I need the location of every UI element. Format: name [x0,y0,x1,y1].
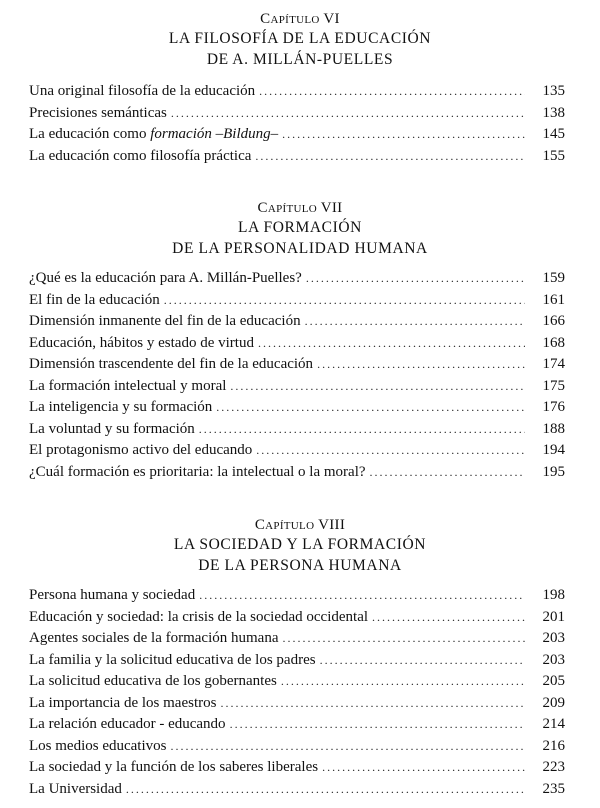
chapter-8-entries [29,585,565,800]
toc-entry-title: Educación y sociedad: la crisis de la sociedad occidental [29,608,369,625]
toc-entry-title: La formación intelectual y moral [29,377,227,394]
dot-leader [258,333,525,355]
toc-entry[interactable] [29,585,565,607]
toc-entry-title: Educación, hábitos y estado de virtud [29,334,254,351]
toc-entry-title [29,124,282,146]
toc-entry-title: Agentes sociales de la formación humana [29,630,279,646]
toc-entry-title: La voluntad y su formación [29,420,195,437]
toc-entry[interactable] [29,650,565,672]
toc-entry-page: 203 [542,630,565,646]
dot-leader [126,779,525,801]
toc-entry-title: La importancia de los maestros [29,694,217,711]
chapter-title-line-1: LA SOCIEDAD Y LA FORMACIÓN [173,536,427,553]
toc-entry-page: 216 [542,737,565,754]
chapter-label: Capítulo VII [257,200,343,216]
dot-leader [283,628,526,650]
chapter-8 [0,516,600,576]
toc-entry-page: 214 [542,716,565,732]
toc-entry[interactable] [29,354,565,376]
toc-entry[interactable] [29,462,565,484]
toc-entry[interactable] [29,290,565,312]
dot-leader [230,714,525,736]
dot-leader [230,376,525,398]
dot-leader [305,311,525,333]
toc-entry[interactable] [29,376,565,398]
chapter-title-line-2: DE LA PERSONALIDAD HUMANA [172,240,428,257]
dot-leader [281,671,525,693]
dot-leader [259,81,525,103]
toc-entry-page: 166 [542,313,565,329]
dot-leader [216,397,525,419]
toc-entry-title: La Universidad [29,780,122,797]
toc-entry-title: El fin de la educación [29,291,160,308]
chapter-label: Capítulo VIII [254,517,346,533]
toc-entry-page: 145 [542,126,565,142]
toc-entry-title: La educación como filosofía práctica [29,147,252,164]
toc-entry-title: Persona humana y sociedad [29,587,196,603]
toc-entry-title: Dimensión trascendente del fin de la educación [29,356,314,372]
toc-entry-title: La solicitud educativa de los gobernantes [29,673,277,689]
toc-entry-page: 203 [542,651,565,668]
toc-entry-page: 175 [542,377,565,394]
toc-entry-page: 194 [542,442,565,458]
toc-entry-title: La sociedad y la función de los saberes liberales [29,759,319,775]
dot-leader [170,736,525,758]
toc-entry[interactable] [29,779,565,801]
toc-entry-page: 138 [542,104,565,121]
dot-leader [255,146,525,168]
toc-entry[interactable] [29,693,565,715]
dot-leader [171,103,525,125]
toc-entry-title: ¿Cuál formación es prioritaria: la intelectual o la moral? [29,463,366,480]
toc-entry-page: 135 [542,83,565,99]
toc-entry-page: 168 [542,334,565,351]
toc-entry-page: 235 [542,780,565,797]
toc-entry-title: Dimensión inmanente del fin de la educación [29,313,301,329]
toc-entry-page: 161 [542,291,565,308]
toc-entry[interactable] [29,311,565,333]
toc-entry-title: La relación educador - educando [29,716,226,732]
toc-entry-page: 188 [542,420,565,437]
toc-entry-page: 205 [542,673,565,689]
toc-entry-page: 223 [542,759,565,775]
toc-entry-page: 209 [542,694,565,711]
chapter-title-line-2: DE A. MILLÁN-PUELLES [206,51,394,68]
toc-entry-title: La inteligencia y su formación [29,399,213,415]
dot-leader [199,585,525,607]
toc-entry[interactable] [29,397,565,419]
dot-leader [370,462,525,484]
toc-entry-page: 159 [542,270,565,286]
toc-entry-title: ¿Qué es la educación para A. Millán-Puelles? [29,270,302,286]
toc-entry[interactable] [29,714,565,736]
toc-entry[interactable] [29,607,565,629]
dot-leader [220,693,525,715]
toc-entry-title: Una original filosofía de la educación [29,83,256,99]
chapter-label: Capítulo VI [260,11,340,27]
toc-entry[interactable] [29,736,565,758]
toc-entry[interactable] [29,333,565,355]
toc-entry[interactable] [29,628,565,650]
chapter-title-line-1: LA FORMACIÓN [238,219,362,236]
dot-leader [306,268,525,290]
dot-leader [322,757,525,779]
toc-entry[interactable] [29,419,565,441]
dot-leader [320,650,525,672]
chapter-7-entries [29,268,565,483]
chapter-title-line-2: DE LA PERSONA HUMANA [198,557,402,574]
toc-entry-title: Precisiones semánticas [29,104,167,121]
toc-entry-page: 201 [542,608,565,625]
toc-entry[interactable] [29,268,565,290]
toc-entry[interactable] [29,440,565,462]
toc-entry-title: La familia y la solicitud educativa de los padres [29,651,316,668]
toc-entry[interactable] [29,81,565,103]
toc-entry-page: 174 [542,356,565,372]
toc-entry[interactable] [29,124,565,146]
toc-entry[interactable] [29,757,565,779]
toc-entry-title: El protagonismo activo del educando [29,442,253,458]
toc-entry-page: 195 [542,463,565,480]
dot-leader [317,354,525,376]
dot-leader [199,419,525,441]
toc-entry-title: Los medios educativos [29,737,167,754]
chapter-7 [0,199,600,259]
chapter-title-line-1: LA FILOSOFÍA DE LA EDUCACIÓN [168,30,432,47]
toc-entry-title-italic: formación –Bildung– [150,126,279,142]
dot-leader [372,607,525,629]
toc-entry-page: 176 [542,399,565,415]
chapter-6-entries [29,81,565,167]
toc-entry[interactable] [29,671,565,693]
toc-entry[interactable] [29,146,565,168]
toc-entry-title-plain: La educación como [29,126,151,142]
toc-entry-page: 198 [542,587,565,603]
toc-entry-page: 155 [542,147,565,164]
dot-leader [282,124,525,146]
chapter-6 [0,10,600,70]
dot-leader [164,290,525,312]
dot-leader [256,440,525,462]
toc-entry[interactable] [29,103,565,125]
